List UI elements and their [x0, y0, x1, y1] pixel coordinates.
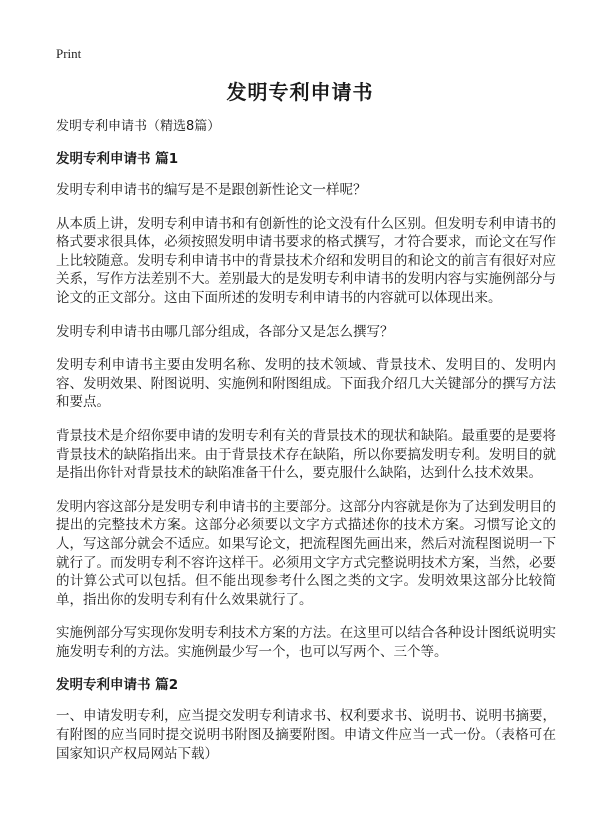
- section-2: [56, 676, 556, 763]
- section-1: [56, 150, 556, 661]
- section-heading: 发明专利申请书 篇2: [56, 677, 179, 694]
- paragraph: 发明专利申请书的编写是不是跟创新性论文一样呢？: [56, 182, 367, 198]
- paragraph: 发明内容这部分是发明专利申请书的主要部分。这部分内容就是你为了达到发明目的提出的完整技术方案。这部分必须要以文字方式描述你的技术方案。习惯写论文的人，写这部分就会不适应。如果写论文，把流程图先画出来，然后对流程图说明一下就行了。而发明专利不容许这样干。必须用文字方式完整说明技术方案，当然，必要的计算公式可以包括。但不能出现参考什么图之类的文字。发明效果这部分比较简单，指出你的发明专利有什么效果就行了。: [56, 498, 556, 608]
- paragraph: 发明专利申请书由哪几部分组成，各部分又是怎么撰写？: [56, 323, 394, 340]
- print-link[interactable]: Print: [56, 46, 82, 61]
- paragraph: 从本质上讲，发明专利申请书和有创新性的论文没有什么区别。但发明专利申请书的格式要求很具体，必须按照发明申请书要求的格式撰写，才符合要求，而论文在写作上比较随意。发明专利申请书中的背景技术介绍和发明目的和论文的前言有很好对应关系，写作方法差别不大。差别最大的是发明专利申请书的发明内容与实施例部分与论文的正文部分。这由下面所述的发明专利申请书的内容就可以体现出来。: [56, 215, 556, 306]
- document-subtitle: 发明专利申请书（精选8篇）: [56, 119, 221, 134]
- paragraph: 一、申请发明专利，应当提交发明专利请求书、权利要求书、说明书、说明书摘要，有附图的应当同时提交说明书附图及摘要附图。申请文件应当一式一份。（表格可在国家知识产权局网站下载）: [56, 708, 556, 762]
- paragraph: 背景技术是介绍你要申请的发明专利有关的背景技术的现状和缺陷。最重要的是要将背景技术的缺陷指出来。由于背景技术存在缺陷，所以你要搞发明专利。发明目的就是指出你针对背景技术的缺陷准备干什么，要克服什么缺陷，达到什么技术效果。: [56, 427, 556, 482]
- document-title: 发明专利申请书: [226, 80, 374, 104]
- paragraph: 实施例部分写实现你发明专利技术方案的方法。在这里可以结合各种设计图纸说明实施发明专利的方法。实施例最少写一个，也可以写两个、三个等。: [56, 625, 556, 660]
- paragraph: 发明专利申请书主要由发明名称、发明的技术领域、背景技术、发明目的、发明内容、发明效果、附图说明、实施例和附图组成。下面我介绍几大关键部分的撰写方法和要点。: [56, 357, 556, 411]
- section-heading: 发明专利申请书 篇1: [56, 151, 179, 167]
- document-body: [56, 118, 556, 778]
